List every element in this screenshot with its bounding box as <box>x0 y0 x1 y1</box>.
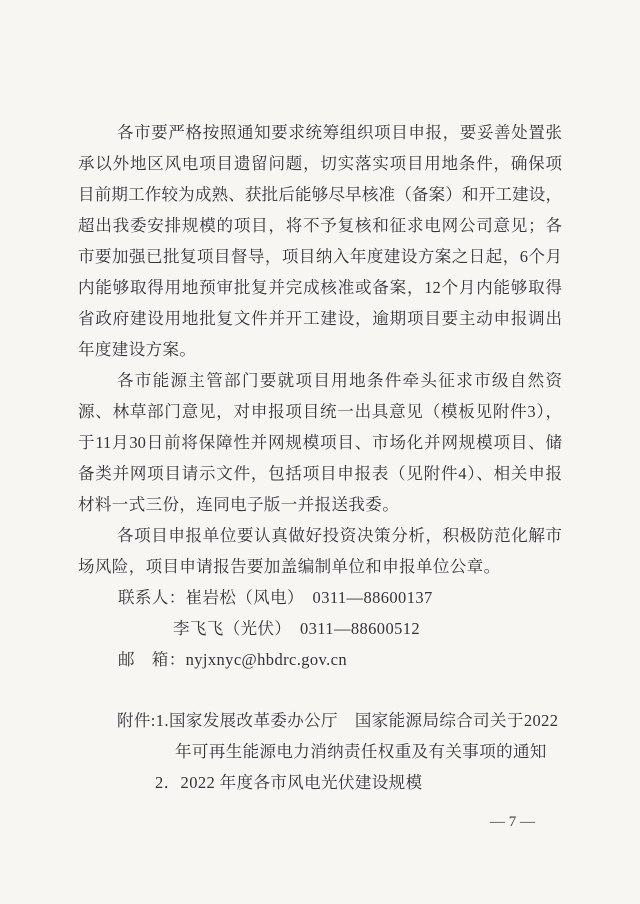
paragraph-1-line: 年度建设方案。 <box>78 340 197 359</box>
paragraph-2-line: 备类并网项目请示文件，包括项目申报表（见附件4）、相关申报 <box>78 464 562 483</box>
paragraph-1-line: 目前期工作较为成熟、获批后能够尽早核准（备案）和开工建设， <box>78 185 562 204</box>
contact-person-solar-line: 李飞飞（光伏） 0311—88600512 <box>173 619 421 638</box>
paragraph-3-line: 各项目申报单位要认真做好投资决策分析，积极防范化解市 <box>117 526 562 545</box>
attachments-item-1-line: 年可再生能源电力消纳责任权重及有关事项的通知 <box>175 742 547 761</box>
paragraph-1-line: 市要加强已批复项目督导，项目纳入年度建设方案之日起，6个月 <box>78 247 562 266</box>
paragraph-2-line: 源、林草部门意见，对申报项目统一出具意见（模板见附件3）， <box>78 402 562 421</box>
contact-person-wind-line: 联系人：崔岩松（风电） 0311—88600137 <box>118 588 433 607</box>
document-body <box>78 117 562 838</box>
paragraph-1-line: 内能够取得用地预审批复并完成核准或备案，12个月内能够取得 <box>78 278 562 297</box>
contact-email-line: 邮 箱：nyjxnyc@hbdrc.gov.cn <box>118 650 348 669</box>
paragraph-1-line: 超出我委安排规模的项目，将不予复核和征求电网公司意见；各 <box>78 216 562 235</box>
paragraph-3-line: 场风险，项目申请报告要加盖编制单位和申报单位公章。 <box>78 557 501 576</box>
paragraph-2-line: 材料一式三份，连同电子版一并报送我委。 <box>78 495 400 514</box>
paragraph-2-line: 各市能源主管部门要就项目用地条件牵头征求市级自然资 <box>117 371 562 390</box>
paragraph-2-line: 于11月30日前将保障性并网规模项目、市场化并网规模项目、储 <box>78 433 562 452</box>
paragraph-1-line: 承以外地区风电项目遗留问题，切实落实项目用地条件，确保项 <box>78 154 562 173</box>
paragraph-1-line: 各市要严格按照通知要求统筹组织项目申报，要妥善处置张 <box>117 123 562 142</box>
page-number: — 7 — <box>490 814 535 830</box>
attachments-item-2-line: 2．2022 年度各市风电光伏建设规模 <box>155 773 423 792</box>
attachments-item-1-line: 附件:1.国家发展改革委办公厅 国家能源局综合司关于2022 <box>117 711 559 730</box>
paragraph-1-line: 省政府建设用地批复文件并开工建设，逾期项目要主动申报调出 <box>78 309 562 328</box>
